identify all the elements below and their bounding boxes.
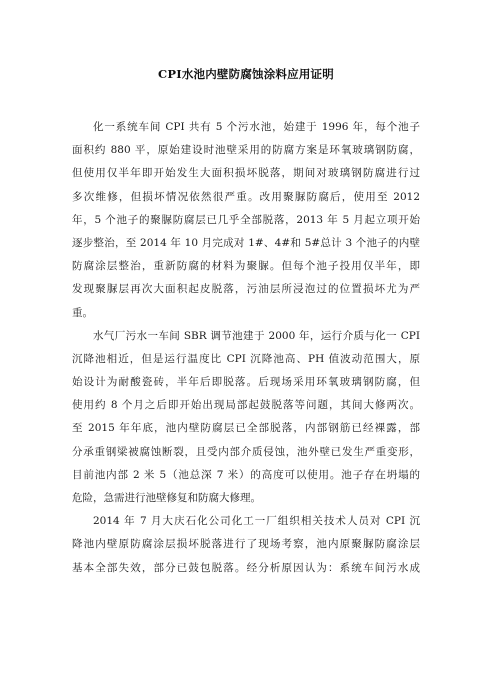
paragraph-line: 危险，急需进行池壁修复和防腐大修理。 <box>72 492 261 504</box>
paragraph-line: 使用约 8 个月之后即开始出现局部起鼓脱落等问题，其间大修两次。 <box>72 399 420 412</box>
document-body <box>72 116 420 580</box>
paragraph-line: 至 2015 年年底，池内壁防腐层已全部脱落，内部钢筋已经裸露，部 <box>72 422 420 435</box>
paragraph-line: 分承重钢梁被腐蚀断裂，且受内部介质侵蚀，池外壁已发生严重变形， <box>72 445 420 458</box>
paragraph-line: 年，5 个池子的聚脲防腐层已几乎全部脱落，2013 年 5 月起立项开始 <box>72 213 420 226</box>
paragraph-line: 2014 年 7 月大庆石化公司化工一厂组织相关技术人员对 CPI 沉 <box>93 515 420 528</box>
paragraph-line: 防腐涂层整治，重新防腐的材料为聚脲。但每个池子投用仅半年，即 <box>72 260 420 273</box>
paragraph-line: 逐步整治，至 2014 年 10 月完成对 1#、4#和 5#总计 3 个池子的内壁 <box>72 236 420 249</box>
paragraph-line: 始设计为耐酸瓷砖，半年后即脱落。后现场采用环氧玻璃钢防腐，但 <box>72 376 420 389</box>
paragraph-line: 水气厂污水一车间 SBR 调节池建于 2000 年，运行介质与化一 CPI <box>93 329 420 342</box>
paragraph-line: 重。 <box>72 306 93 319</box>
paragraph-line: 化一系统车间 CPI 共有 5 个污水池，始建于 1996 年，每个池子 <box>93 121 420 133</box>
paragraph-line: 多次维修，但损坏情况依然很严重。改用聚脲防腐后，使用至 2012 <box>72 190 420 203</box>
paragraph-line: 面积约 880 平，原始建设时池壁采用的防腐方案是环氧玻璃钢防腐， <box>72 144 420 157</box>
paragraph-line: 但使用仅半年即开始发生大面积损坏脱落，期间对玻璃钢防腐进行过 <box>72 167 420 180</box>
paragraph-line: 沉降池相近，但是运行温度比 CPI 沉降池高、PH 值波动范围大，原 <box>72 352 420 365</box>
document-title: CPI水池内壁防腐蚀涂料应用证明 <box>158 67 334 81</box>
paragraph-line: 基本全部失效，部分已鼓包脱落。经分析原因认为：系统车间污水成 <box>72 561 420 574</box>
paragraph-line: 发现聚脲层再次大面积起皮脱落，污油层所浸泡过的位置损坏尤为严 <box>72 283 420 296</box>
paragraph-line: 降池内壁原防腐涂层损坏脱落进行了现场考察，池内原聚脲防腐涂层 <box>72 538 420 551</box>
paragraph-line: 目前池内部 2 米 5（池总深 7 米）的高度可以使用。池子存在坍塌的 <box>72 468 420 481</box>
